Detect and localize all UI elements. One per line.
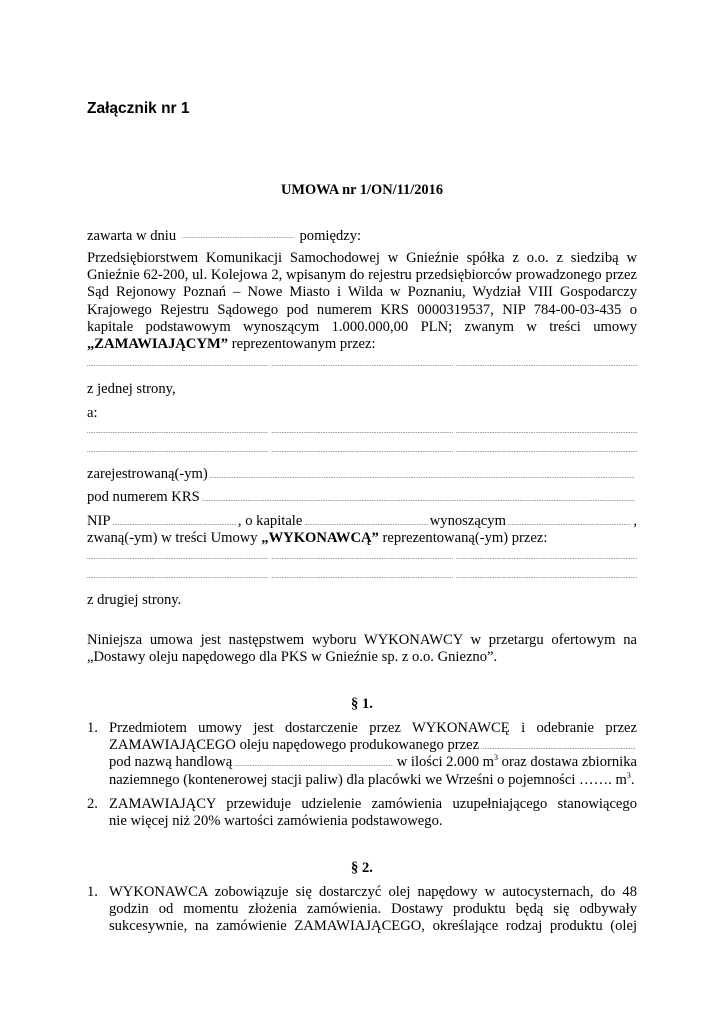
other-side-text: z drugiej strony. [87,592,182,608]
amount-fill[interactable] [508,521,631,527]
party1-line: Krajowego Rejestru Sądowego pod numerem KRS 0000319537, NIP 784-00-03-435 o [87,301,637,318]
party1-line-last: „ZAMAWIAJĄCYM” reprezentowanym przez: [87,336,376,353]
registered-fill[interactable] [210,474,635,480]
party1-line: kapitale podstawowym wynoszącym 1.000.000,00 PLN; zwanym w treści umowy [87,318,637,335]
capital-fill[interactable] [304,521,427,527]
date-fill-line[interactable] [182,234,294,240]
called-contractor-line: zwaną(-ym) w treści Umowy „WYKONAWCĄ” reprezentowaną(-ym) przez: [87,530,548,546]
one-side-text: z jednej strony, [87,381,176,397]
krs-fill[interactable] [202,497,635,503]
section1-heading: § 1. [351,696,373,712]
s2-item1-text: WYKONAWCA zobowiązuje się dostarczyć olej napędowy w autocysternach, do 48 godzin od momentu złożenia zamówienia. Dostawy produktu będą się odbywały sukcesywnie, na zamówienie ZAMAWIAJĄCEGO, określające rodzaj produktu (olej [109,884,637,935]
concluded-on-line: zawarta w dniu ..... pomiędzy: [87,228,637,245]
s1-item1-number: 1. [87,720,98,736]
party1-representative-fill[interactable] [87,362,637,368]
contract-title: UMOWA nr 1/ON/11/2016 [280,182,444,198]
registered-row: zarejestrowaną(-ym) ..... [87,466,637,483]
party2-fill-line-1[interactable] [87,429,637,435]
s1-item2-text: ZAMAWIAJĄCY przewiduje udzielenie zamówienia uzupełniającego stanowiącego nie więcej niż 20% wartości zamówienia podstawowego. [109,796,637,830]
tender-paragraph: Niniejsza umowa jest następstwem wyboru WYKONAWCY w przetargu ofertowym na „Dostawy oleju napędowego dla PKS w Gnieźnie sp. z o.o. Gniezno”. [87,632,637,666]
s1-item2-number: 2. [87,796,98,812]
nip-fill[interactable] [113,521,236,527]
party2-name: „WYKONAWCĄ” [261,530,379,546]
party1-name: „ZAMAWIAJĄCYM” [87,336,229,353]
section2-heading: § 2. [351,860,373,876]
trade-name-fill[interactable] [234,762,393,768]
krs-row: pod numerem KRS ..... [87,489,637,506]
producer-fill[interactable] [481,745,635,751]
party1-line: Przedsiębiorstwem Komunikacji Samochodowej w Gnieźnie spółka z o.o. z siedzibą w [87,250,637,266]
nip-capital-row: NIP ..... , o kapitale ..... wynoszącym ..... , [87,513,637,530]
party2-representative-fill-1[interactable] [87,555,637,561]
and-text: a: [87,405,98,421]
annex-label: Załącznik nr 1 [87,100,190,117]
party1-line: Gnieźnie 62-200, ul. Kolejowa 2, wpisanym do rejestru przedsiębiorców prowadzonego przez [87,267,637,284]
party2-representative-fill-2[interactable] [87,574,637,580]
party2-fill-line-2[interactable] [87,448,637,454]
party1-line: Sąd Rejonowy Poznań – Nowe Miasto i Wilda w Poznaniu, Wydział VIII Gospodarczy [87,284,637,301]
s1-item1-text: Przedmiotem umowy jest dostarczenie przez WYKONAWCĘ i odebranie przez ZAMAWIAJĄCEGO oleju napędowego produkowanego przez ..... pod nazwą handlową ..... w ilości 2.000 $m^3$ oraz dostawa zbiornika naziemnego (kontenerowej stacji paliw) dla placówki we Wrześni o pojemności ……. $m^3$. [109,720,637,789]
party1-paragraph [87,250,637,353]
s2-item1-number: 1. [87,884,98,900]
